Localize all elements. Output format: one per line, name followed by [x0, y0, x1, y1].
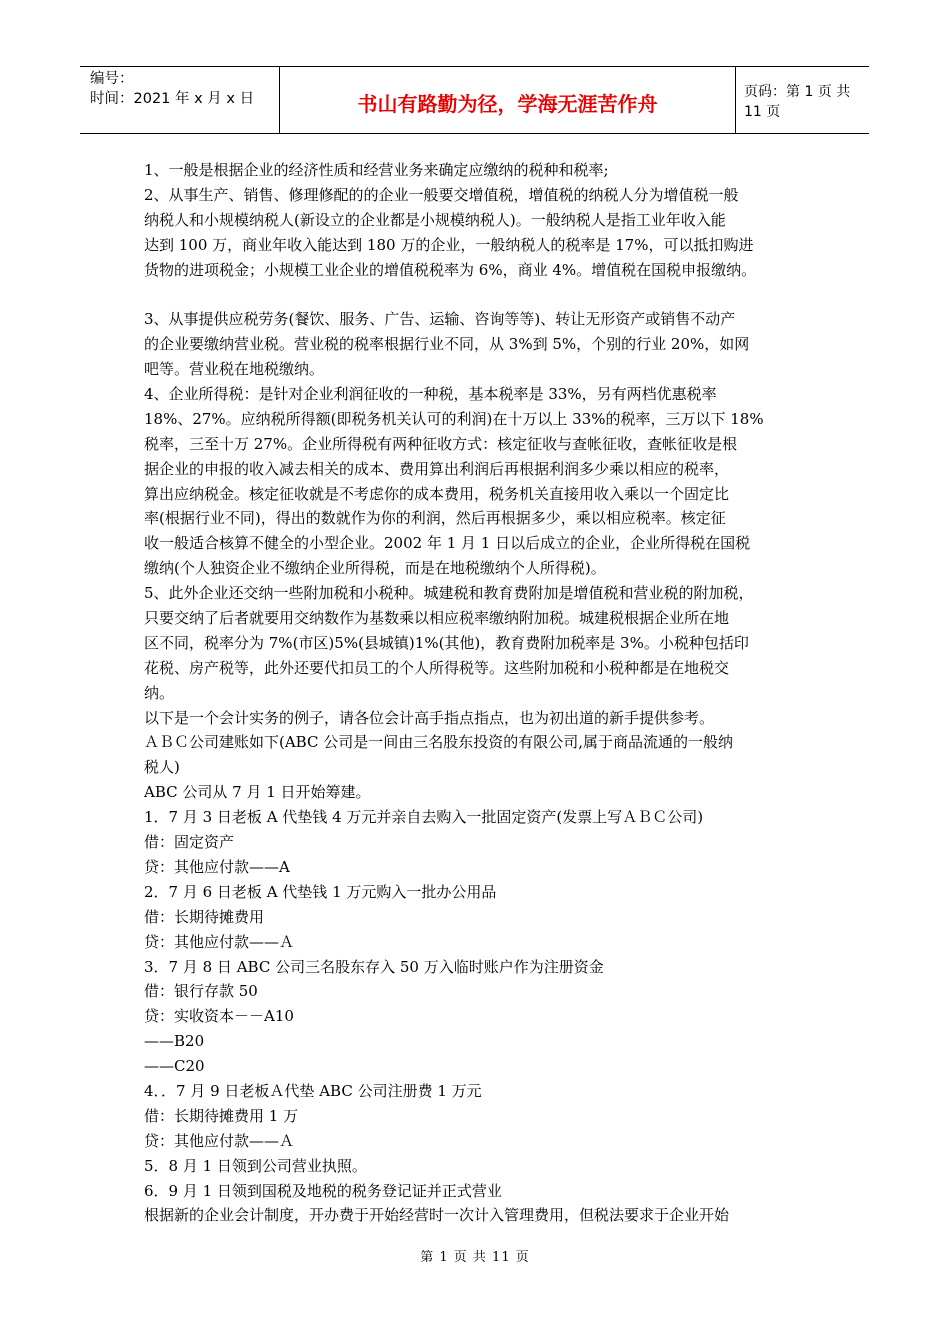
body-line: 1、一般是根据企业的经济性质和经营业务来确定应缴纳的税种和税率;: [144, 161, 609, 179]
body-line: 收一般适合核算不健全的小型企业。2002 年 1 月 1 日以后成立的企业，企业所得税在国税: [144, 534, 751, 553]
body-line: 达到 100 万，商业年收入能达到 180 万的企业，一般纳税人的税率是 17%，可以抵扣购进: [144, 235, 754, 254]
body-line: 2、从事生产、销售、修理修配的的企业一般要交增值税，增值税的纳税人分为增值税一般: [144, 185, 739, 204]
body-line: 算出应纳税金。核定征收就是不考虑你的成本费用，税务机关直接用收入乘以一个固定比: [144, 484, 730, 503]
body-line: 借：银行存款 50: [144, 982, 258, 1001]
blank-line: [144, 282, 820, 307]
body-line: 的企业要缴纳营业税。营业税的税率根据行业不同，从 3%到 5%，个别的行业 20%，如网: [144, 335, 750, 354]
body-line: 18%、27%。应纳税所得额(即税务机关认可的利润)在十万以上 33%的税率，三万以下 18%: [144, 409, 764, 428]
body-line: ——C20: [144, 1057, 205, 1076]
page-footer: 第 1 页 共 11 页: [420, 1250, 530, 1265]
body-line: 借：长期待摊费用 1 万: [144, 1106, 299, 1125]
body-line: 缴纳(个人独资企业不缴纳企业所得税，而是在地税缴纳个人所得税)。: [144, 559, 606, 578]
body-line: 贷：实收资本－－A10: [144, 1007, 294, 1026]
body-line: 1．7 月 3 日老板 A 代垫钱 4 万元并亲自去购入一批固定资产(发票上写ＡＢＣ公司): [144, 808, 704, 827]
header-page-number: 页码：第 1 页 共 11 页: [744, 84, 851, 120]
document-body: [144, 158, 820, 1228]
body-line: 据企业的申报的收入减去相关的成本、费用算出利润后再根据利润多少乘以相应的税率，: [144, 459, 730, 478]
body-line: 6．9 月 1 日领到国税及地税的税务登记证并正式营业: [144, 1181, 502, 1200]
body-line: 贷：其他应付款——A: [144, 857, 290, 876]
body-line: 借：长期待摊费用: [144, 907, 265, 926]
body-line: 率(根据行业不同)，得出的数就作为你的利润，然后再根据多少，乘以相应税率。核定征: [144, 509, 726, 528]
body-line: 区不同，税率分为 7%(市区)5%(县城镇)1%(其他)，教育费附加税率是 3%。小税种包括印: [144, 633, 749, 652]
body-line: 贷：其他应付款——Ａ: [144, 932, 295, 951]
body-line: 只要交纳了后者就要用交纳数作为基数乘以相应税率缴纳附加税。城建税根据企业所在地: [144, 609, 730, 628]
body-line: 5、此外企业还交纳一些附加税和小税种。城建税和教育费附加是增值税和营业税的附加税，: [144, 584, 754, 603]
body-line: 货物的进项税金；小规模工业企业的增值税税率为 6%，商业 4%。增值税在国税申报缴纳。: [144, 260, 757, 279]
document-code-label: 编号：: [90, 71, 134, 87]
body-line: 吧等。营业税在地税缴纳。: [144, 360, 325, 379]
header-motto: 书山有路勤为径，学海无涯苦作舟: [280, 67, 736, 133]
body-line: 税率，三至十万 27%。企业所得税有两种征收方式：核定征收与查帐征收，查帐征收是根: [144, 434, 738, 453]
body-line: ABC 公司从 7 月 1 日开始筹建。: [144, 783, 371, 802]
body-line: 5．8 月 1 日领到公司营业执照。: [144, 1156, 367, 1175]
body-line: 3、从事提供应税劳务(餐饮、服务、广告、运输、咨询等等)、转让无形资产或销售不动产: [144, 310, 736, 329]
page-header: [80, 66, 869, 134]
body-line: 2．7 月 6 日老板 A 代垫钱 1 万元购入一批办公用品: [144, 882, 497, 901]
body-line: 纳。: [144, 683, 175, 702]
body-line: ——B20: [144, 1032, 205, 1051]
body-line: 借：固定资产: [144, 833, 235, 852]
body-line: 贷：其他应付款——Ａ: [144, 1131, 295, 1150]
document-date-label: 时间：2021 年 x 月 x 日: [90, 91, 255, 107]
body-line: 税人): [144, 758, 180, 777]
body-line: 根据新的企业会计制度，开办费于开始经营时一次计入管理费用，但税法要求于企业开始: [144, 1206, 730, 1225]
body-line: 花税、房产税等，此外还要代扣员工的个人所得税等。这些附加税和小税种都是在地税交: [144, 658, 730, 677]
header-meta: [80, 67, 280, 133]
body-line: 4、企业所得税：是针对企业利润征收的一种税，基本税率是 33%，另有两档优惠税率: [144, 385, 717, 404]
body-line: 3．7 月 8 日 ABC 公司三名股东存入 50 万入临时账户作为注册资金: [144, 957, 604, 976]
body-line: 纳税人和小规模纳税人(新设立的企业都是小规模纳税人)。一般纳税人是指工业年收入能: [144, 210, 726, 229]
body-line: ＡＢＣ公司建账如下(ABC 公司是一间由三名股东投资的有限公司,属于商品流通的一般纳: [144, 733, 734, 752]
body-line: 4．．7 月 9 日老板Ａ代垫 ABC 公司注册费 1 万元: [144, 1081, 482, 1100]
body-line: 以下是一个会计实务的例子，请各位会计高手指点指点，也为初出道的新手提供参考。: [144, 708, 715, 727]
